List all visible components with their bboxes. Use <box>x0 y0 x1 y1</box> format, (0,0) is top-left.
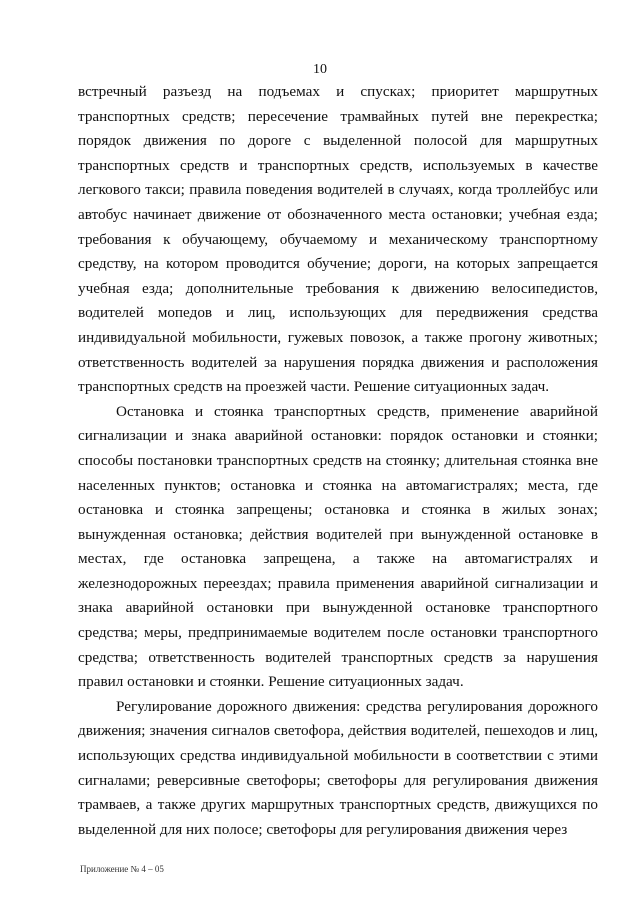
paragraph-traffic-regulation: Регулирование дорожного движения: средства регулирования дорожного движения; значения сигналов светофора, действия водителей, пешеходов и лиц, использующих средства индивидуальной мобильности в соответствии с этими сигналами; реверсивные светофоры; светофоры для регулирования движения трамваев, а также других маршрутных транспортных средств, движущихся по выделенной для них полосе; светофоры для регулирования движения через <box>78 697 598 838</box>
paragraph-continuation: встречный разъезд на подъемах и спусках; приоритет маршрутных транспортных средств; пересечение трамвайных путей вне перекрестка; порядок движения по дороге с выделенной полосой для маршрутных транспортных средств и транспортных средств, используемых в качестве легкового такси; правила поведения водителей в случаях, когда троллейбус или автобус начинает движение от обозначенного места остановки; учебная езда; требования к обучающему, обучаемому и механическому транспортному средству, на котором проводится обучение; дороги, на которых запрещается учебная езда; дополнительные требования к движению велосипедистов, водителей мопедов и лиц, использующих для передвижения средства индивидуальной мобильности, гужевых повозок, а также прогону животных; ответственность водителей за нарушения порядка движения и расположения транспортных средств на проезжей части. Решение ситуационных задач. <box>78 83 598 396</box>
page-footer: Приложение № 4 – 05 <box>80 864 164 874</box>
paragraph-stopping-parking: Остановка и стоянка транспортных средств, применение аварийной сигнализации и знака аварийной остановки: порядок остановки и стоянки; способы постановки транспортных средств на стоянку; длительная стоянка вне населенных пунктов; остановка и стоянка на автомагистралях; места, где остановка и стоянка запрещены; остановка и стоянка в жилых зонах; вынужденная остановка; действия водителей при вынужденной остановке в местах, где остановка запрещена, а также на автомагистралях и железнодорожных переездах; правила применения аварийной сигнализации и знака аварийной остановки при вынужденной остановке транспортного средства; меры, предпринимаемые водителем после остановки транспортного средства; ответственность водителей транспортных средств за нарушения правил остановки и стоянки. Решение ситуационных задач. <box>78 402 598 691</box>
page-number: 10 <box>313 62 327 77</box>
document-body <box>78 80 598 842</box>
